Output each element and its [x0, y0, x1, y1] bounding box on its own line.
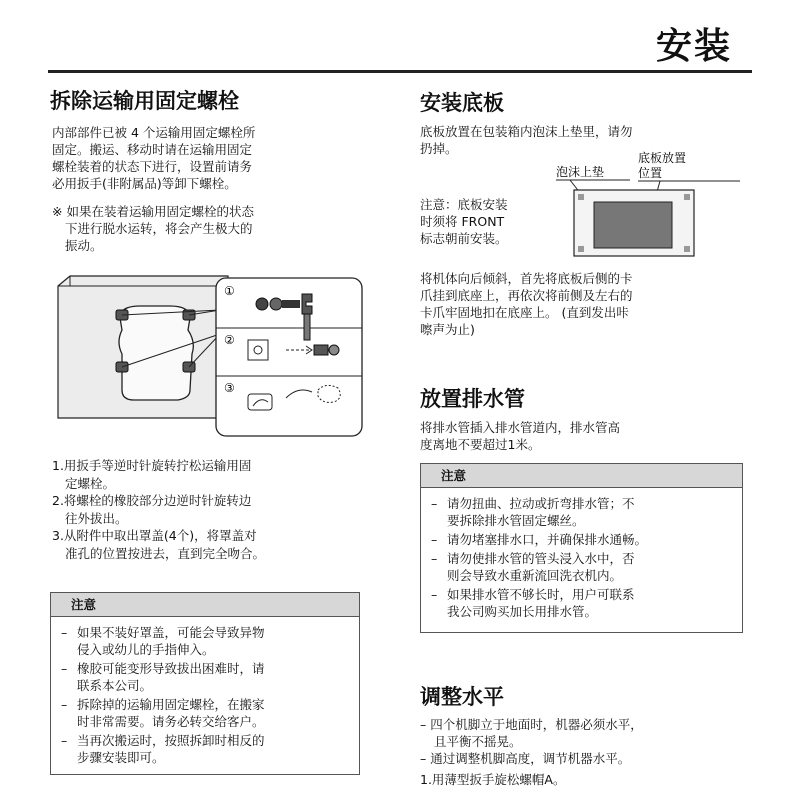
intro-line: 底板放置在包装箱内泡沫上垫里，请勿: [420, 124, 633, 139]
intro-line: 将排水管插入排水管道内，排水管高: [420, 420, 621, 435]
warning-line: 振动。: [65, 238, 103, 253]
body-line: 将机体向后倾斜，首先将底板后侧的卡: [420, 271, 633, 286]
leveling-items: [420, 716, 643, 788]
step-line: 1.用扳手等逆时针旋转拧松运输用固: [52, 458, 252, 473]
caution-box-bolts: [50, 592, 360, 775]
caution-item: – 橡胶可能变形导致拔出困难时，请 联系本公司。: [61, 661, 265, 693]
step-line: 3.从附件中取出罩盖(4个)，将罩盖对: [52, 528, 257, 543]
step-callout: ③: [224, 381, 235, 395]
caution-item: – 请勿扭曲、拉动或折弯排水管；不 要拆除排水管固定螺丝。: [431, 496, 635, 528]
caution-item: – 请勿堵塞排水口，并确保排水通畅。: [431, 532, 648, 547]
body-line: 嚓声为止): [420, 322, 475, 337]
intro-line: 固定。搬运、移动时请在运输用固定: [52, 142, 253, 157]
intro-line: 度离地不要超过1米。: [420, 437, 541, 452]
caution-heading: 注意: [51, 593, 359, 617]
step-line: 往外拔出。: [65, 510, 128, 526]
level-line: 且平衡不摇晃。: [434, 734, 522, 749]
level-line: – 四个机脚立于地面时，机器必须水平，: [420, 717, 643, 732]
base-plate-illustration: [540, 150, 740, 262]
base-position-label: 位置: [638, 166, 663, 180]
washer-back-panel: [58, 276, 228, 418]
section-heading-leveling: 调整水平: [420, 685, 504, 709]
step-line: 定螺栓。: [65, 475, 116, 491]
caution-line: 标志朝前安装。: [420, 231, 508, 246]
level-line: – 通过调整机脚高度，调节机器水平。: [420, 751, 631, 766]
step-callout: ①: [224, 284, 235, 298]
body-line: 卡爪牢固地扣在底座上。 (直到发出咔: [420, 305, 629, 320]
remove-bolts-intro: [52, 124, 255, 192]
caution-item: – 当再次搬运时，按照拆卸时相反的 步骤安装即可。: [61, 733, 265, 765]
warning-line: 下进行脱水运转，将会产生极大的: [65, 221, 253, 236]
body-line: 爪挂到底座上，再依次将前侧及左右的: [420, 288, 633, 303]
intro-line: 扔掉。: [420, 141, 458, 156]
level-step: 1.用薄型扳手旋松螺帽A。: [420, 772, 566, 787]
title-rule: [48, 70, 752, 73]
front-mark-caution: [420, 196, 508, 247]
removal-steps: [52, 457, 265, 562]
foam-label: 泡沫上垫: [556, 165, 605, 179]
caution-item: – 如果不装好罩盖，可能会导致异物 侵入或幼儿的手指伸入。: [61, 625, 265, 657]
page-title: 安装: [655, 26, 732, 67]
caution-item: – 如果排水管不够长时，用户可联系 我公司购买加长用排水管。: [431, 587, 635, 619]
base-plate-instructions: [420, 270, 633, 338]
step-callout: ②: [224, 333, 235, 347]
section-heading-remove-bolts: 拆除运输用固定螺栓: [50, 89, 239, 113]
caution-box-drain: [420, 463, 743, 633]
caution-heading: 注意: [421, 464, 742, 488]
vibration-warning: [52, 203, 254, 254]
foam-tray: [574, 190, 694, 256]
caution-item: – 请勿使排水管的管头浸入水中，否 则会导致水重新流回洗衣机内。: [431, 551, 635, 583]
step-line: 2.将螺栓的橡胶部分边逆时针旋转边: [52, 493, 252, 508]
drain-hose-intro: [420, 419, 620, 453]
step-line: 准孔的位置按进去，直到完全吻合。: [65, 545, 266, 561]
intro-line: 必用扳手(非附属品)等卸下螺栓。: [52, 176, 237, 191]
intro-line: 内部部件已被 4 个运输用固定螺栓所: [52, 125, 256, 140]
caution-line: 注意：底板安装: [420, 197, 508, 212]
section-heading-drain-hose: 放置排水管: [420, 387, 525, 411]
warning-line: ※ 如果在装着运输用固定螺栓的状态: [52, 204, 254, 219]
caution-line: 时须将 FRONT: [420, 214, 505, 229]
caution-item: – 拆除掉的运输用固定螺栓，在搬家 时非常需要。请务必转交给客户。: [61, 697, 265, 729]
intro-line: 螺栓装着的状态下进行，设置前请务: [52, 159, 253, 174]
section-heading-base-plate: 安装底板: [420, 91, 504, 115]
bolt-removal-illustration: [50, 272, 365, 442]
base-position-label: 底板放置: [638, 151, 687, 165]
